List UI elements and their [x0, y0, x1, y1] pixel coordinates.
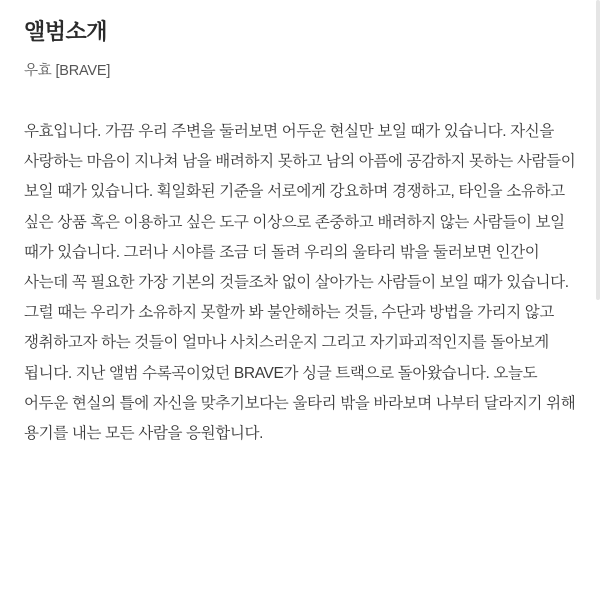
scrollbar-track[interactable] — [596, 0, 600, 608]
album-description-body: 우효입니다. 가끔 우리 주변을 둘러보면 어두운 현실만 보일 때가 있습니다. 자신을 사랑하는 마음이 지나쳐 남을 배려하지 못하고 남의 아픔에 공감하지 못하는 사람들이 보일 때가 있습니다. 획일화된 기준을 서로에게 강요하며 경쟁하고, 타인을 소유하고 싶은 상품 혹은 이용하고 싶은 도구 이상으로 존중하고 배려하지 않는 사람들이 보일 때가 있습니다. 그러나 시야를 조금 더 돌려 우리의 울타리 밖을 둘러보면 인간이 사는데 꼭 필요한 가장 기본의 것들조차 없이 살아가는 사람들이 보일 때가 있습니다. 그럴 때는 우리가 소유하지 못할까 봐 불안해하는 것들, 수단과 방법을 가리지 않고 쟁취하고자 하는 것들이 얼마나 사치스러운지 그리고 자기파괴적인지를 돌아보게 됩니다. 지난 앨범 수록곡이었던 BRAVE가 싱글 트랙으로 돌아왔습니다. 오늘도 어두운 현실의 틀에 자신을 맞추기보다는 울타리 밖을 바라보며 나부터 달라지기 위해 용기를 내는 모든 사람을 응원합니다. — [24, 122, 576, 443]
album-artist-subtitle: 우효 [BRAVE] — [24, 62, 111, 79]
scrollbar-thumb[interactable] — [596, 0, 600, 300]
page-title: 앨범소개 — [24, 19, 108, 44]
title-body-spacer — [24, 81, 576, 117]
